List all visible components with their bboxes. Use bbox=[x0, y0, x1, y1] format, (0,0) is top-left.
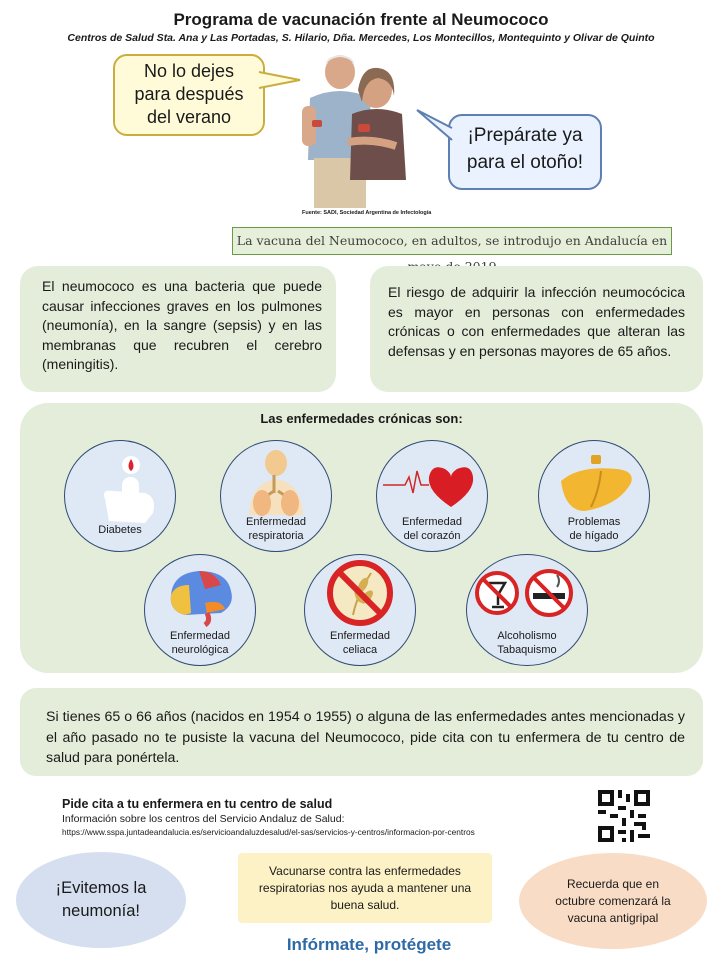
speech-bubble-right bbox=[448, 114, 602, 190]
slogan: Infórmate, protégete bbox=[286, 935, 452, 954]
evitemos-line: ¡Evitemos la bbox=[55, 879, 147, 897]
speech-bubble-left-line: para después bbox=[134, 84, 244, 104]
respiratory-health-box bbox=[238, 853, 492, 923]
neurological-label-line: Enfermedad bbox=[170, 630, 230, 642]
advice-card bbox=[20, 688, 703, 776]
flu-vaccine-text: Recuerda que en octubre comenzará la vacuna antigripal bbox=[555, 876, 671, 925]
advice-text: Si tienes 65 o 66 años (nacidos en 1954 o 1955) o alguna de las enfermedades antes mencionadas y el año pasado no te pusiste la vacuna del Neumococo, pide cita con tu enfermera de tu centro de salud para ponértela. bbox=[46, 709, 685, 766]
photo-source-caption: Fuente: SADI, Sociedad Argentina de Infectología bbox=[302, 210, 432, 216]
celiac-label-line: Enfermedad bbox=[330, 630, 390, 642]
speech-bubble-left-line: No lo dejes bbox=[143, 61, 235, 81]
respiratory-label-line: Enfermedad bbox=[246, 516, 306, 528]
neurological-circle bbox=[144, 554, 256, 666]
liver-label-line: de hígado bbox=[569, 530, 619, 542]
speech-bubble-right-line: para el otoño! bbox=[466, 152, 584, 173]
alcohol-tobacco-label-line: Alcoholismo bbox=[497, 630, 557, 642]
celiac-label-line: celiaca bbox=[342, 644, 378, 656]
appointment-info: Información sobre los centros del Servicio Andaluz de Salud: bbox=[62, 813, 345, 825]
page-title: Programa de vacunación frente al Neumococo bbox=[173, 10, 549, 29]
evitemos-line: neumonía! bbox=[62, 902, 140, 920]
info-card-risk bbox=[370, 266, 703, 392]
celiac-circle bbox=[304, 554, 416, 666]
neurological-label-line: neurológica bbox=[171, 644, 229, 656]
chronic-diseases-heading: Las enfermedades crónicas son: bbox=[260, 411, 463, 426]
respiratory-label-line: respiratoria bbox=[248, 530, 304, 542]
health-centers-subtitle: Centros de Salud Sta. Ana y Las Portadas, S. Hilario, Dña. Mercedes, Los Montecillos, Montequinto y Olivar de Quinto bbox=[67, 32, 655, 44]
respiratory-health-text: Vacunarse contra las enfermedades respiratorias nos ayuda a mantener una buena salud. bbox=[258, 863, 472, 912]
heart-circle bbox=[376, 440, 488, 552]
liver-label-line: Problemas bbox=[567, 516, 621, 528]
speech-bubble-left-line: del verano bbox=[146, 107, 232, 127]
info-card-bacteria bbox=[20, 266, 336, 392]
diabetes-circle bbox=[64, 440, 176, 552]
speech-bubble-left bbox=[113, 54, 265, 136]
diabetes-label: Diabetes bbox=[98, 524, 142, 536]
evitemos-blob bbox=[16, 852, 186, 948]
info-card-risk-text: El riesgo de adquirir la infección neumocócica es mayor en personas con enfermedades crónicas o con enfermedades que alteran las defensas y en personas mayores de 65 años. bbox=[388, 284, 685, 359]
vaccinated-couple-photo bbox=[292, 50, 422, 210]
liver-circle bbox=[538, 440, 650, 552]
alcohol-tobacco-label-line: Tabaquismo bbox=[497, 644, 557, 656]
heart-label-line: del corazón bbox=[403, 530, 461, 542]
appointment-url-link[interactable]: https://www.sspa.juntadeandalucia.es/servicioandaluzdesalud/el-sas/servicios-y-centros/informacion-por-centros bbox=[62, 827, 475, 837]
heart-label-line: Enfermedad bbox=[402, 516, 462, 528]
alcohol-tobacco-circle bbox=[466, 554, 588, 666]
speech-bubble-right-line: ¡Prepárate ya bbox=[467, 125, 583, 146]
appointment-heading: Pide cita a tu enfermera en tu centro de salud bbox=[62, 797, 333, 811]
info-card-bacteria-text: El neumococo es una bacteria que puede causar infecciones graves en los pulmones (neumonía), en la sangre (sepsis) y en las membranas que recubren el cerebro (meningitis). bbox=[42, 278, 322, 372]
intro-banner: La vacuna del Neumococo, en adultos, se introdujo en Andalucía en bbox=[232, 227, 672, 255]
respiratory-circle bbox=[220, 440, 332, 552]
qr-code-icon[interactable] bbox=[598, 790, 650, 842]
